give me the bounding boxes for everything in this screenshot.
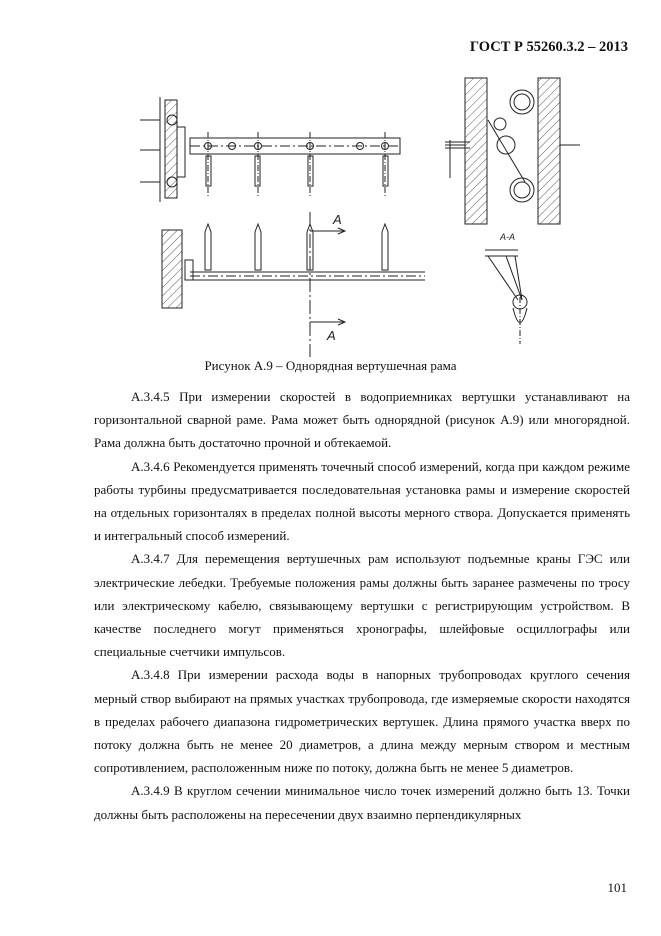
section-label: А-А — [500, 232, 516, 242]
paragraph: А.3.4.5 При измерении скоростей в водоприемниках вертушки устанавливают на горизонтальной сварной раме. Рама может быть однорядной (рисунок А.9) или многорядной. Рама должна быть достаточно прочной и обтекаемой. — [94, 389, 630, 451]
current-meters-top — [206, 132, 388, 197]
figure-caption: Рисунок А.9 – Однорядная вертушечная рама — [204, 358, 457, 373]
page-number: 101 — [607, 880, 627, 895]
document-header: ГОСТ Р 55260.3.2 – 2013 — [469, 39, 628, 55]
paragraph: А.3.4.9 В круглом сечении минимальное число точек измерений должно быть 13. Точки должны быть расположены на пересечении двух взаимно перпендикулярных — [94, 783, 630, 822]
intake-wall-left — [465, 78, 487, 224]
section-mark-bottom: А — [327, 328, 336, 343]
paragraph: А.3.4.7 Для перемещения вертушечных рам используют подъемные краны ГЭС или электрические лебедки. Требуемые положения рамы должны быть заранее размечены по тросу или электрическому кабелю, связывающему вертушки с регистрирующим устройством. В качестве последнего могут применяться хронографы, шлейфовые осциллографы или специальные счетчики импульсов. — [94, 551, 630, 660]
wall-hatch-side — [162, 230, 182, 308]
body-text — [94, 385, 630, 826]
frame-drawing-svg — [140, 72, 600, 357]
paragraph: А.3.4.6 Рекомендуется применять точечный способ измерений, когда при каждом режиме работы турбины предусматривается последовательная установка рамы и измерение скоростей на отдельных горизонталях в пределах полной высоты мерного створа. Допускается применять и интегральный способ измерений. — [94, 458, 630, 544]
current-meters-side — [205, 224, 388, 270]
section-mark-top: А — [333, 212, 342, 227]
section-a-a-drawing — [485, 250, 527, 344]
paragraph: А.3.4.8 При измерении расхода воды в напорных трубопроводах круглого сечения мерный створ выбирают на прямых участках трубопровода, где измеряемые скорости находятся в пределах рабочего диапазона гидрометрических вертушек. Длина прямого участка вверх по потоку должна быть не менее 20 диаметров, а длина между мерным створом и местным сопротивлением, расположенным ниже по потоку, должна быть не менее 5 диаметров. — [94, 667, 630, 776]
frame-drawing — [140, 72, 600, 357]
